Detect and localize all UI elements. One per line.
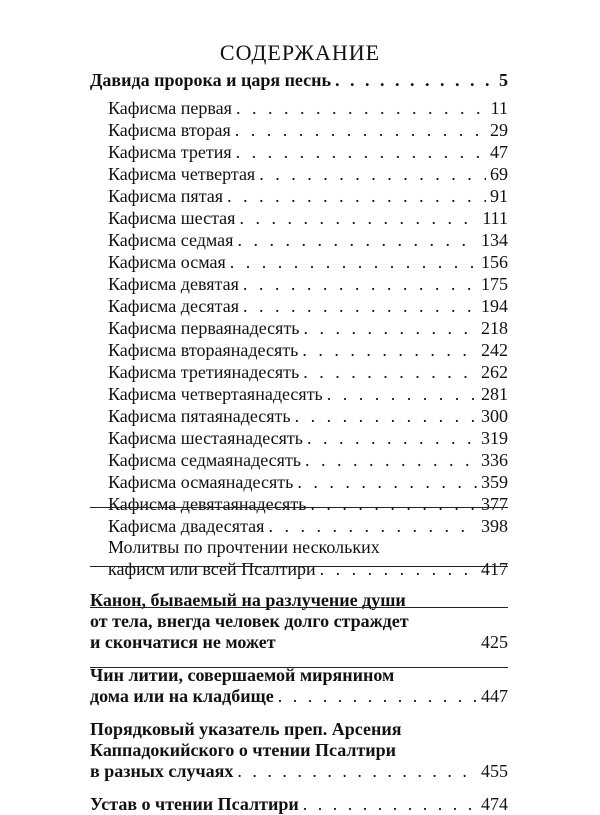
toc-entry-label-line: Устав о чтении Псалтири — [90, 794, 299, 814]
toc-page-number: 377 — [481, 494, 508, 514]
toc-entry-litia[interactable] — [90, 665, 508, 707]
toc-entry-kathisma[interactable] — [90, 185, 508, 207]
toc-page-number: 319 — [481, 428, 508, 448]
toc-entry-label: Кафисма осмая — [108, 252, 226, 272]
toc-entry-label-line: от тела, внегда человек долго страждет — [90, 611, 409, 631]
toc-entry-label-line: в разных случаях — [90, 761, 234, 781]
toc-entry-kathisma[interactable] — [90, 317, 508, 339]
leader-dots — [307, 427, 477, 449]
leader-dots — [303, 794, 477, 815]
toc-page-number: 474 — [481, 794, 508, 814]
toc-entry-kathisma[interactable] — [90, 273, 508, 295]
toc-entry-label: Давида пророка и царя песнь — [90, 70, 332, 90]
toc-page-number: 359 — [481, 472, 508, 492]
toc-page-number: 47 — [490, 142, 508, 162]
toc-entry-label: Кафисма вторая — [108, 120, 231, 140]
toc-entry-ustav[interactable] — [90, 794, 508, 815]
toc-page-number: 262 — [481, 362, 508, 382]
toc-entry-label: Кафисма пятая — [108, 186, 224, 206]
toc-page-number: 156 — [481, 252, 508, 272]
toc-entry-kathisma[interactable] — [90, 119, 508, 141]
page-title: СОДЕРЖАНИЕ — [219, 40, 381, 65]
leader-dots — [303, 361, 477, 383]
toc-entry-label: Кафисма девятая — [108, 274, 239, 294]
toc-entry-label: Кафисма четвертая — [108, 164, 256, 184]
section-divider — [90, 507, 508, 508]
toc-entry-label: Кафисма третия — [108, 142, 232, 162]
toc-page-number: 300 — [481, 406, 508, 426]
toc-entry-label: Кафисма седмая — [108, 230, 234, 250]
leader-dots — [320, 558, 477, 580]
toc-page-number: 134 — [481, 230, 508, 250]
leader-dots — [239, 207, 478, 229]
leader-dots — [297, 471, 477, 493]
toc-entry-kathisma[interactable] — [90, 361, 508, 383]
toc-entry-label: Кафисма шестая — [108, 208, 236, 228]
leader-dots — [268, 515, 477, 537]
toc-page-number: 194 — [481, 296, 508, 316]
toc-page-number: 455 — [481, 761, 508, 781]
leader-dots — [310, 493, 477, 515]
toc-entry-kathisma[interactable] — [90, 295, 508, 317]
toc-entry-label: Кафисма перваянадесять — [108, 318, 300, 338]
leader-dots — [237, 761, 477, 782]
toc-page-number: 69 — [490, 164, 508, 184]
toc-entry-kathisma[interactable] — [90, 449, 508, 471]
leader-dots — [278, 686, 477, 707]
toc-entry-label-line: Молитвы по прочтении нескольких — [108, 537, 380, 557]
toc-entry-kathisma[interactable] — [90, 141, 508, 163]
leader-dots — [243, 295, 477, 317]
toc-entry-label-line: Порядковый указатель преп. Арсения — [90, 719, 402, 739]
toc-entry-kathisma[interactable] — [90, 515, 508, 537]
toc-page-number: 417 — [481, 559, 508, 579]
section-divider — [90, 566, 508, 567]
toc-entry-label-line: Чин литии, совершаемой мирянином — [90, 665, 395, 685]
toc-page-number: 175 — [481, 274, 508, 294]
toc-entry-kathisma[interactable] — [90, 405, 508, 427]
toc-page-number: 218 — [481, 318, 508, 338]
toc-entry-kathisma[interactable] — [90, 163, 508, 185]
toc-entry-label: Кафисма десятая — [108, 296, 240, 316]
toc-page-number: 425 — [481, 632, 508, 652]
leader-dots — [302, 339, 477, 361]
toc-entry-prayers[interactable] — [90, 537, 508, 580]
toc-entry-kathisma[interactable] — [90, 339, 508, 361]
leader-dots — [236, 141, 486, 163]
toc-entry-psalms[interactable] — [90, 70, 508, 95]
section-divider — [90, 607, 508, 608]
leader-dots — [235, 119, 486, 141]
toc-entry-label: Кафисма девятаянадесять — [108, 494, 307, 514]
toc-page-number: 447 — [481, 686, 508, 706]
toc-entry-kathisma[interactable] — [90, 383, 508, 405]
toc-entry-label-line: дома или на кладбище — [90, 686, 274, 706]
toc-page-number: 5 — [499, 70, 508, 90]
toc-entry-label-line: Канон, бываемый на разлучение души — [90, 590, 406, 610]
toc-entry-label: Кафисма третиянадесять — [108, 362, 300, 382]
toc-entry-kathisma[interactable] — [90, 207, 508, 229]
leader-dots — [236, 97, 487, 119]
toc-entry-label: Кафисма двадесятая — [108, 516, 265, 536]
toc-entry-label: Кафисма осмаянадесять — [108, 472, 294, 492]
toc-entry-label: Кафисма пятаянадесять — [108, 406, 291, 426]
leader-dots — [243, 273, 477, 295]
leader-dots — [304, 317, 477, 339]
toc-entry-label: Кафисма четвертаянадесять — [108, 384, 323, 404]
toc-entry-label: Кафисма седмаянадесять — [108, 450, 302, 470]
toc-page-number: 398 — [481, 516, 508, 536]
toc-entry-label: Кафисма первая — [108, 98, 232, 118]
toc-page-number: 11 — [490, 98, 508, 118]
toc-entry-index[interactable] — [90, 719, 508, 782]
toc-page-number: 111 — [482, 208, 508, 228]
toc-page-number: 91 — [490, 186, 508, 206]
toc-entry-label-line: и скончатися не может — [90, 632, 276, 652]
toc-page-number: 242 — [481, 340, 508, 360]
toc-entry-kathisma[interactable] — [90, 251, 508, 273]
leader-dots — [305, 449, 477, 471]
toc-entry-canon[interactable] — [90, 590, 508, 653]
toc-page-number: 29 — [490, 120, 508, 140]
leader-dots — [237, 229, 477, 251]
toc-entry-label-line: Каппадокийского о чтении Псалтири — [90, 740, 397, 760]
leader-dots — [335, 70, 495, 91]
toc-entry-label-line: кафисм или всей Псалтири — [108, 559, 316, 579]
leader-dots — [230, 251, 477, 273]
toc-entry-label: Кафисма втораянадесять — [108, 340, 299, 360]
toc-page-number: 281 — [481, 384, 508, 404]
leader-dots — [227, 185, 486, 207]
toc-entry-kathisma[interactable] — [90, 97, 508, 119]
table-of-contents — [90, 70, 508, 815]
leader-dots — [295, 405, 477, 427]
leader-dots — [259, 163, 486, 185]
leader-dots — [327, 383, 477, 405]
toc-entry-kathisma[interactable] — [90, 229, 508, 251]
toc-entry-kathisma[interactable] — [90, 427, 508, 449]
toc-entry-kathisma[interactable] — [90, 493, 508, 515]
toc-entry-label: Кафисма шестаянадесять — [108, 428, 304, 448]
toc-page-number: 336 — [481, 450, 508, 470]
section-divider — [90, 667, 508, 668]
toc-entry-kathisma[interactable] — [90, 471, 508, 493]
